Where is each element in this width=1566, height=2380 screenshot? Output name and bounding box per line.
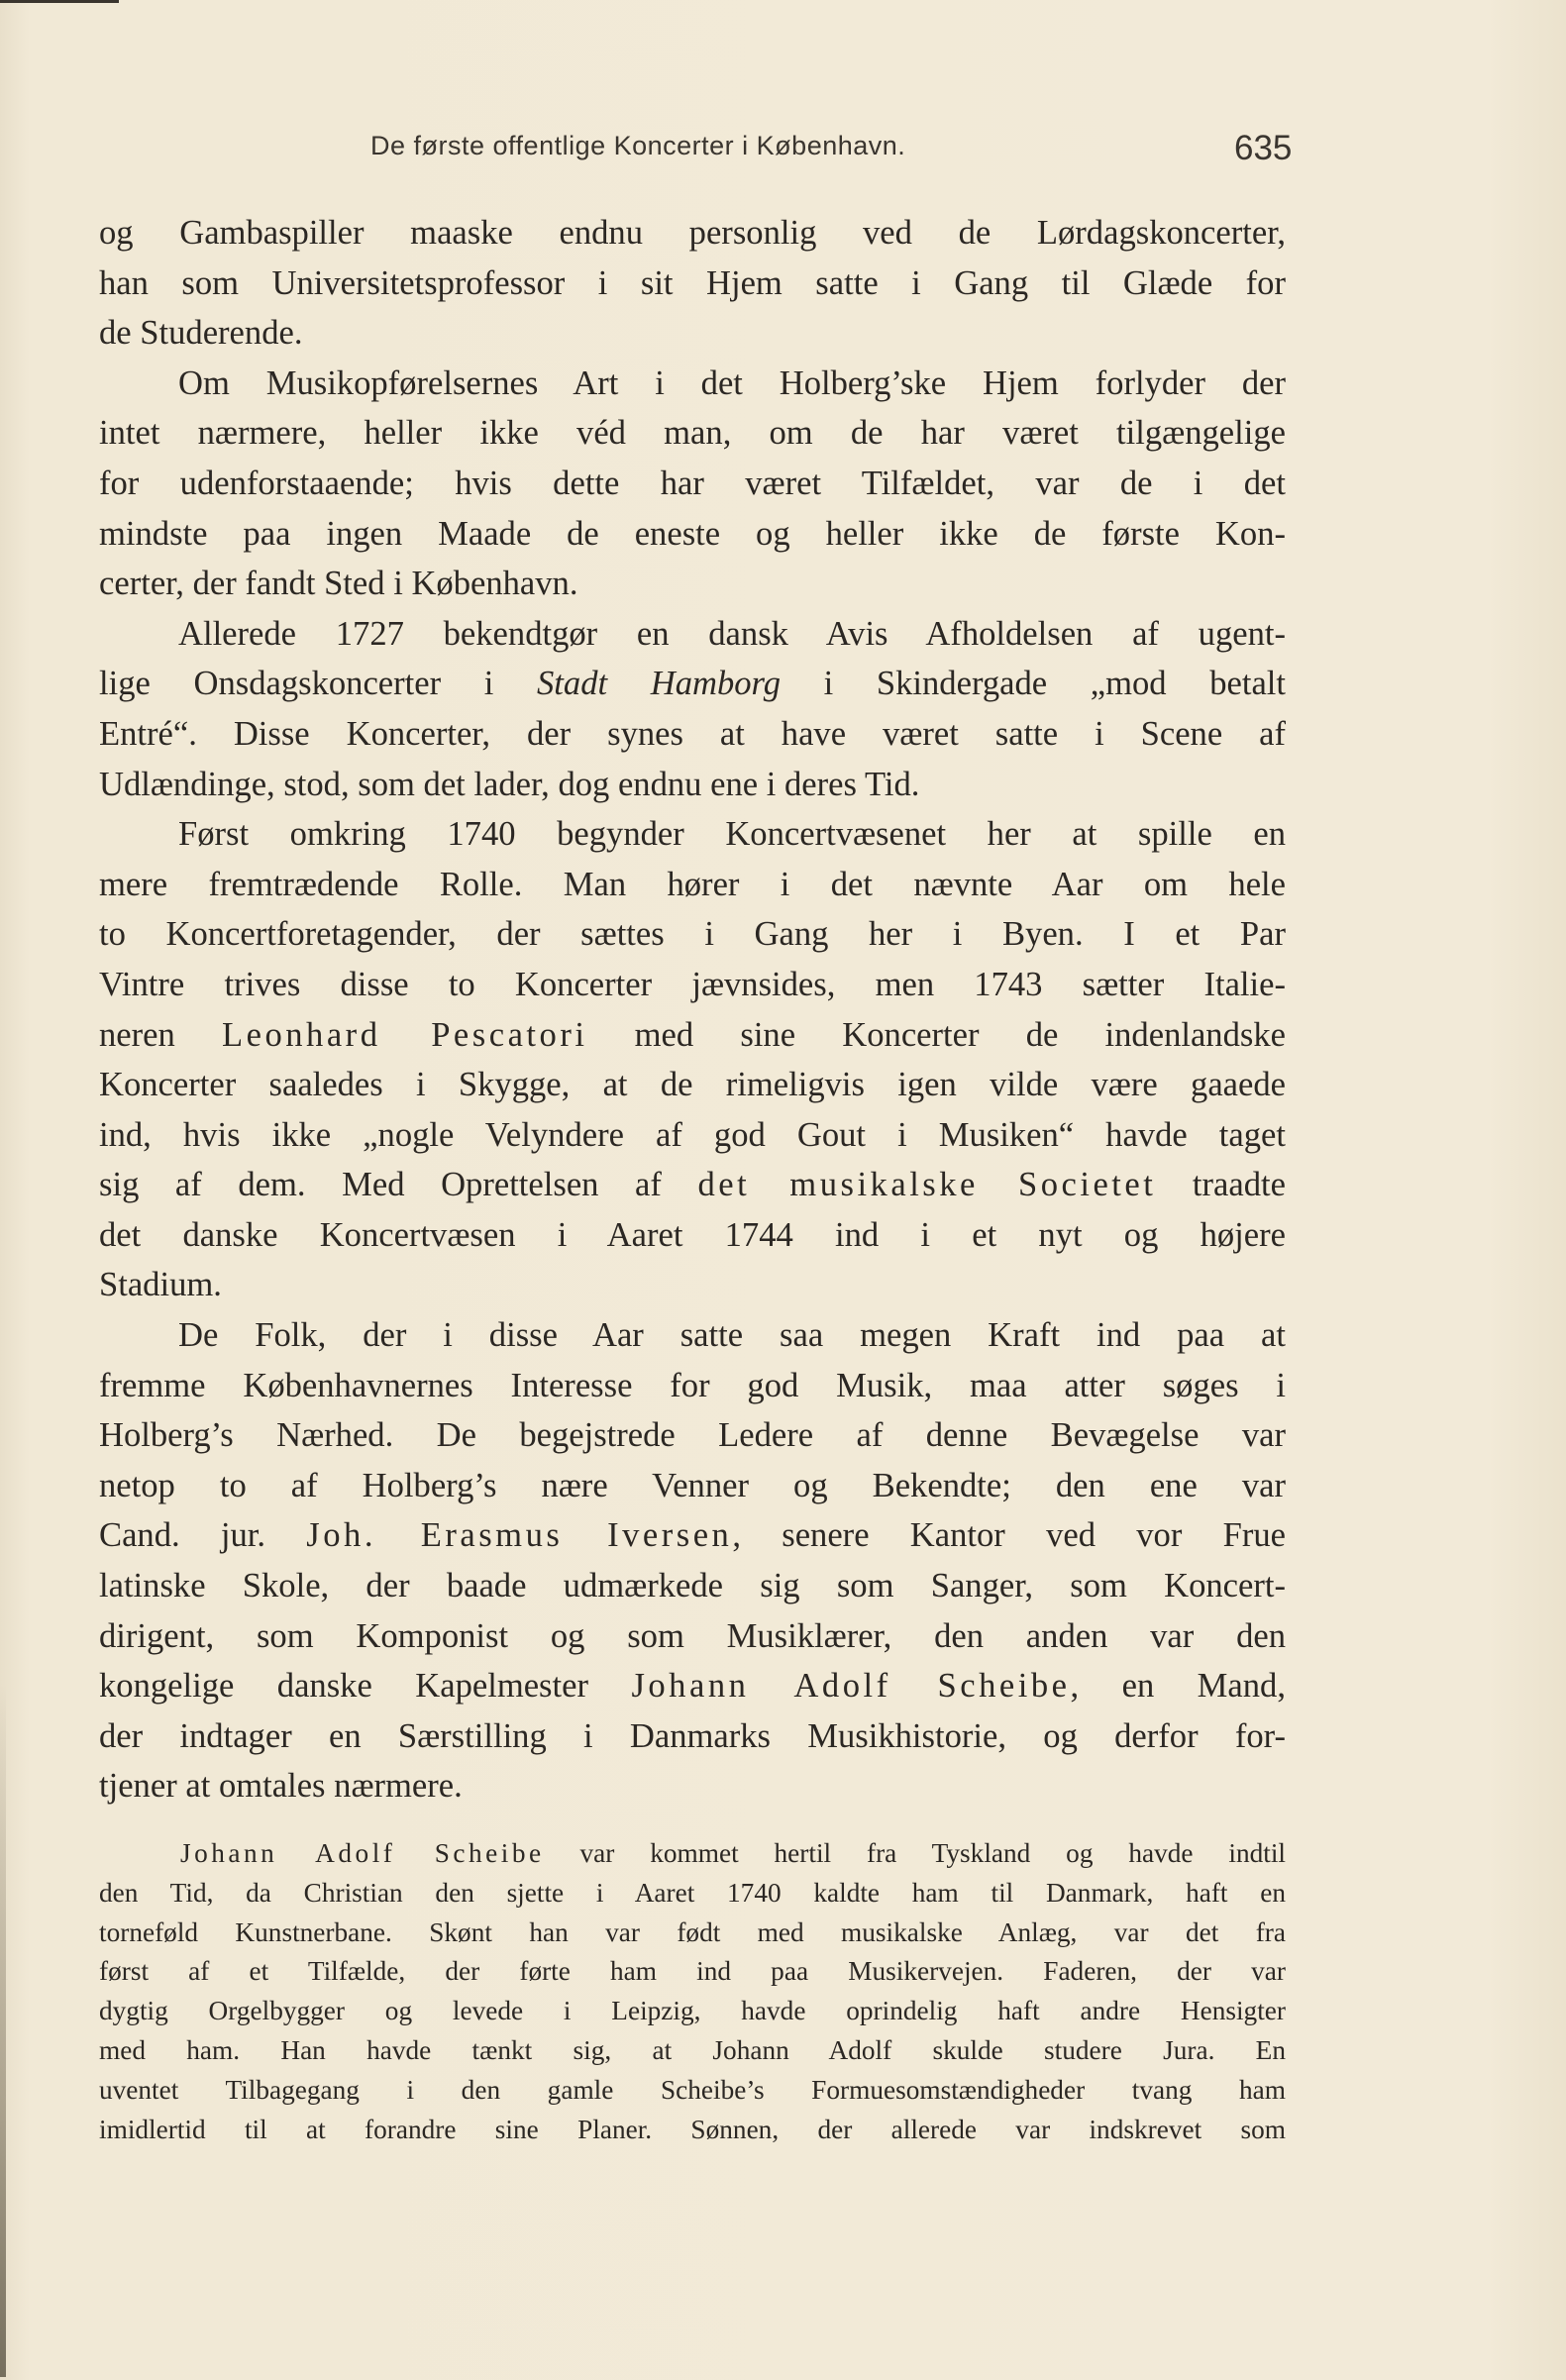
- text-line: to Koncertforetagender, der sættes i Gang her i Byen. I et Par: [99, 915, 1286, 954]
- text-line: den Tid, da Christian den sjette i Aaret 1740 kaldte ham til Danmark, haft en: [99, 1877, 1286, 1908]
- text-segment: med sine Koncerter de indenlandske: [587, 1015, 1286, 1054]
- text-line: dirigent, som Komponist og som Musiklærer, den anden var den: [99, 1616, 1286, 1655]
- text-line: mindste paa ingen Maade de eneste og heller ikke de første Kon-: [99, 514, 1286, 553]
- text-segment: , en Mand,: [1070, 1667, 1286, 1706]
- text-line: ind, hvis ikke „nogle Velyndere af god Gout i Musiken“ havde taget: [99, 1115, 1286, 1154]
- text-segment: var kommet hertil fra Tyskland og havde indtil: [544, 1838, 1286, 1868]
- text-line: Om Musikopførelsernes Art i det Holberg’ske Hjem forlyder der: [178, 363, 1286, 402]
- text-line: fremme Københavnernes Interesse for god Musik, maa atter søges i: [99, 1366, 1286, 1404]
- spaced-name: det musikalske Societet: [697, 1166, 1157, 1204]
- text-line: for udenforstaaende; hvis dette har været Tilfældet, var de i det: [99, 464, 1286, 502]
- text-line: først af et Tilfælde, der førte ham ind paa Musikervejen. Faderen, der var: [99, 1956, 1286, 1987]
- running-head: [99, 127, 1293, 176]
- text-line: Holberg’s Nærhed. De begejstrede Ledere af denne Bevægelse var: [99, 1416, 1286, 1455]
- text-line: med ham. Han havde tænkt sig, at Johann Adolf skulde studere Jura. En: [99, 2034, 1286, 2065]
- text-segment: sig af dem. Med Oprettelsen af: [99, 1166, 698, 1204]
- text-line: [99, 1160, 1286, 1210]
- text-line: han som Universitetsprofessor i sit Hjem satte i Gang til Glæde for: [99, 263, 1286, 302]
- text-line: Vintre trives disse to Koncerter jævnsides, men 1743 sætter Italie-: [99, 965, 1286, 1003]
- text-line: De Folk, der i disse Aar satte saa megen Kraft ind paa at: [178, 1316, 1286, 1355]
- page-edge-shadow: [0, 1684, 6, 2377]
- text-line: dygtig Orgelbygger og levede i Leipzig, havde oprindelig haft andre Hensigter: [99, 1996, 1286, 2026]
- text-line: latinske Skole, der baade udmærkede sig som Sanger, som Koncert-: [99, 1567, 1286, 1605]
- text-segment: kongelige danske Kapelmester: [99, 1667, 632, 1706]
- top-rule: [0, 0, 119, 3]
- text-line: Allerede 1727 bekendtgør en dansk Avis Afholdelsen af ugent-: [178, 614, 1286, 653]
- text-line: certer, der fandt Sted i København.: [99, 565, 578, 603]
- text-line: torneføld Kunstnerbane. Skønt han var født med musikalske Anlæg, var det fra: [99, 1916, 1286, 1947]
- spaced-name: Joh. Erasmus Iversen: [306, 1516, 733, 1555]
- text-line: Stadium.: [99, 1266, 222, 1304]
- spaced-name: Leonhard Pescatori: [222, 1015, 588, 1054]
- running-title: De første offentlige Koncerter i København.: [370, 131, 906, 160]
- text-line: uventet Tilbagegang i den gamle Scheibe’s Formuesomstændigheder tvang ham: [99, 2074, 1286, 2105]
- text-line: Koncerter saaledes i Skygge, at de rimeligvis igen vilde være gaaede: [99, 1066, 1286, 1104]
- text-line: [99, 1010, 1286, 1061]
- body-text: [99, 208, 1286, 1811]
- text-line: [99, 659, 1286, 709]
- footnote: [99, 1834, 1286, 2149]
- text-segment: traadte: [1156, 1166, 1286, 1204]
- text-line: de Studerende.: [99, 314, 303, 353]
- text-segment: i Skindergade „mod betalt: [781, 665, 1287, 703]
- spaced-name: Johann Adolf Scheibe: [631, 1667, 1071, 1706]
- text-segment: lige Onsdagskoncerter i: [99, 665, 538, 703]
- text-line: imidlertid til at forandre sine Planer. Sønnen, der allerede var indskrevet som: [99, 2114, 1286, 2144]
- spaced-name: Johann Adolf Scheibe: [180, 1838, 545, 1868]
- text-line: det danske Koncertvæsen i Aaret 1744 ind i et nyt og højere: [99, 1215, 1286, 1254]
- text-line: mere fremtrædende Rolle. Man hører i det nævnte Aar om hele: [99, 865, 1286, 903]
- text-line: Først omkring 1740 begynder Koncertvæsenet her at spille en: [178, 815, 1286, 854]
- text-line: Entré“. Disse Koncerter, der synes at have været satte i Scene af: [99, 714, 1286, 753]
- text-line: og Gambaspiller maaske endnu personlig ved de Lørdagskoncerter,: [99, 214, 1286, 252]
- italic-text: Stadt Hamborg: [537, 665, 782, 703]
- text-line: intet nærmere, heller ikke véd man, om de har været tilgængelige: [99, 414, 1286, 453]
- text-segment: neren: [99, 1015, 222, 1054]
- text-segment: Cand. jur.: [99, 1516, 307, 1555]
- text-line: [99, 1661, 1286, 1711]
- page-number: 635: [1234, 129, 1293, 167]
- text-line: Udlændinge, stod, som det lader, dog endnu ene i deres Tid.: [99, 765, 920, 803]
- text-line: tjener at omtales nærmere.: [99, 1767, 463, 1806]
- text-line: der indtager en Særstilling i Danmarks Musikhistorie, og derfor for-: [99, 1716, 1286, 1755]
- text-line: [99, 1510, 1286, 1561]
- text-line: netop to af Holberg’s nære Venner og Bekendte; den ene var: [99, 1466, 1286, 1504]
- text-segment: , senere Kantor ved vor Frue: [732, 1516, 1286, 1555]
- text-line: [99, 1834, 1286, 1874]
